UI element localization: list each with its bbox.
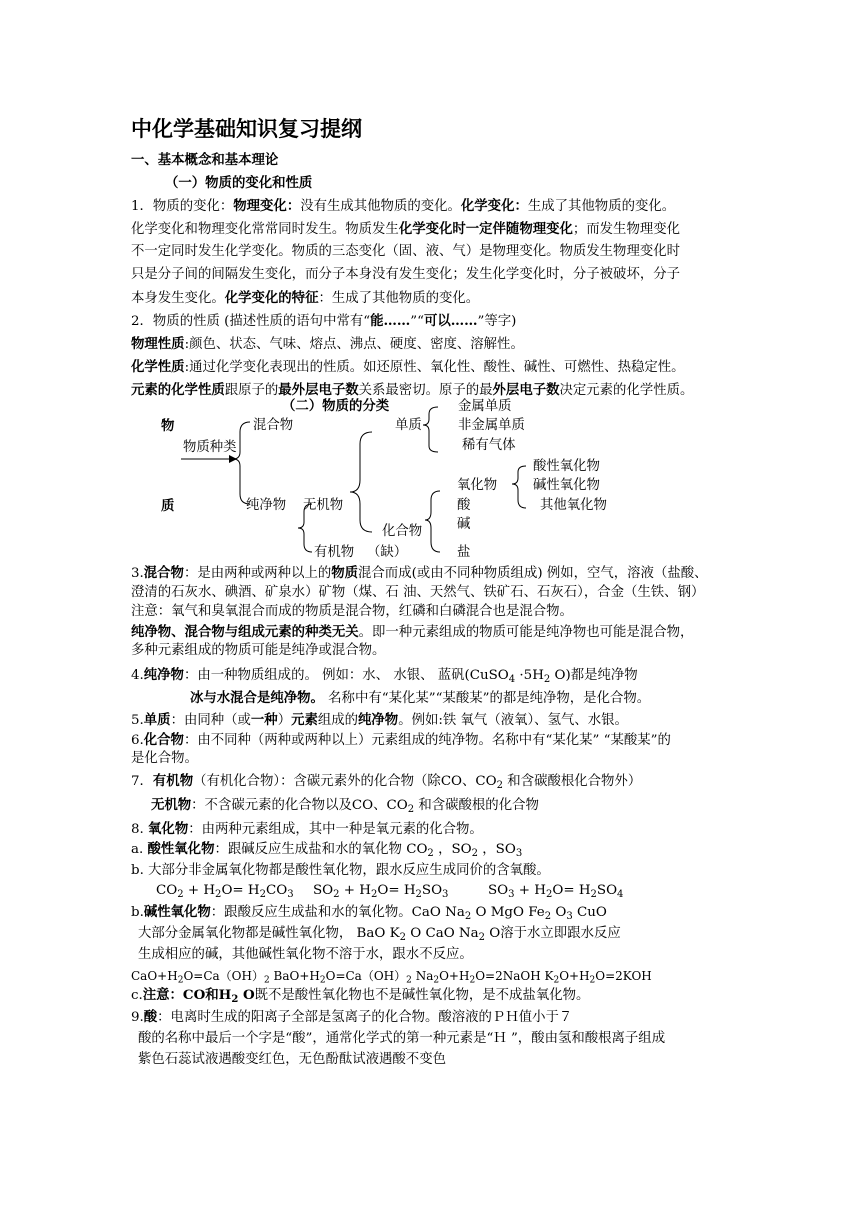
paragraph-line: 冰与水混合是纯净物。 名称中有“某化某”“某酸某”的都是纯净物，是化合物。 <box>190 690 651 706</box>
paragraph-line: 纯净物、混合物与组成元素的种类无关。即一种元素组成的物质可能是纯净物也可能是混合物， <box>131 624 694 640</box>
equation: $CO_2 + H_2O= H_2CO_3$ <box>156 883 294 900</box>
section-heading: 一、基本概念和基本理论 <box>131 152 279 168</box>
equation: $SO_3 + H_2O= H_2SO_4$ <box>488 883 624 900</box>
paragraph-line: a. 酸性氧化物：跟碱反应生成盐和水的氧化物 $CO_2$ ，$SO_2$ ，$SO_3$ <box>131 841 523 859</box>
diagram-label: 稀有气体 <box>462 438 516 453</box>
paragraph-line: 5.单质：由同种（或一种）元素组成的纯净物。例如:铁 氧气（液氧）、氢气、水银。 <box>131 712 628 728</box>
paragraph-line: 化学变化和物理变化常常同时发生。物质发生化学变化时一定伴随物理变化；而发生物理变化 <box>131 221 681 237</box>
diagram-label: 盐 <box>457 545 471 560</box>
brace <box>350 432 372 532</box>
document-title: 中化学基础知识复习提纲 <box>131 116 362 141</box>
paragraph-line: 化学性质:通过化学变化表现出的性质。如还原性、氧化性、酸性、碱性、可燃性、热稳定性。 <box>131 359 685 375</box>
paragraph-line: 元素的化学性质跟原子的最外层电子数关系最密切。原子的最外层电子数决定元素的化学性质。 <box>131 382 694 398</box>
paragraph-line: 9.酸：电离时生成的阳离子全部是氢离子的化合物。酸溶液的ＰＨ值小于７ <box>131 1009 573 1025</box>
paragraph-line: 无机物：不含碳元素的化合物以及CO、$CO_2$ 和含碳酸根的化合物 <box>151 797 539 815</box>
diagram-label: （缺） <box>367 545 408 560</box>
diagram-label: 非金属单质 <box>458 418 525 433</box>
brace <box>233 422 250 504</box>
paragraph-line: 是化合物。 <box>131 751 198 766</box>
diagram-label: 无机物 <box>303 498 344 513</box>
paragraph-line: 3.混合物：是由两种或两种以上的物质混合而成(或由不同种物质组成) 例如，空气，溶液（盐酸、 <box>131 565 708 581</box>
paragraph-line: 多种元素组成的物质可能是纯净或混合物。 <box>131 643 386 658</box>
paragraph-line: 物理性质:颜色、状态、气味、熔点、沸点、硬度、密度、溶解性。 <box>131 336 524 352</box>
diagram-label: 碱性氧化物 <box>533 478 600 493</box>
paragraph-line: 酸的名称中最后一个字是“酸”，通常化学式的第一种元素是“Ｈ ”，酸由氢和酸根离子组成 <box>138 1031 666 1046</box>
paragraph-line: 紫色石蕊试液遇酸变红色，无色酚酞试液遇酸不变色 <box>138 1052 446 1067</box>
diagram-label: 物 <box>161 418 175 434</box>
paragraph-line: b. 大部分非金属氧化物都是酸性氧化物，跟水反应生成同价的含氧酸。 <box>131 863 550 878</box>
diagram-label: 混合物 <box>253 418 294 433</box>
paragraph-line: 只是分子间的间隔发生变化，而分子本身没有发生变化；发生化学变化时，分子被破坏，分子 <box>131 267 681 282</box>
paragraph-line: c.注意：CO和$H_2$ O既不是酸性氧化物也不是碱性氧化物，是不成盐氧化物。 <box>131 987 590 1005</box>
paragraph-line: 本身发生变化。化学变化的特征：生成了其他物质的变化。 <box>131 290 480 306</box>
brace <box>425 491 440 552</box>
paragraph-line: 2．物质的性质 (描述性质的语句中常有“能……”“可以……”等字) <box>131 313 517 329</box>
diagram-label: 酸 <box>457 498 471 513</box>
diagram-label: 纯净物 <box>246 498 287 513</box>
paragraph-line: 4.纯净物：由一种物质组成的。 例如：水、 水银、 蓝矾(CuSO$_4$ $\cdot 5H_2$ O)都是纯净物 <box>131 667 638 685</box>
paragraph-line: 6.化合物：由不同种（两种或两种以上）元素组成的纯净物。名称中有“某化某” “某酸某”的 <box>131 732 671 748</box>
paragraph-line: 不一定同时发生化学变化。物质的三态变化（固、液、气）是物理变化。物质发生物理变化时 <box>131 244 681 259</box>
equation-line: $CaO+H_2O=Ca(OH)_2$ $BaO+H_2O=Ca(OH)_2$ $Na_2O+H_2O=2NaOH$ $K_2O+H_2O=2KOH$ <box>131 969 652 986</box>
diagram-label: 酸性氧化物 <box>533 459 600 474</box>
equation: $SO_2 + H_2O= H_2SO_3$ <box>313 883 449 900</box>
brace <box>512 466 526 508</box>
diagram-label: 物质种类 <box>183 440 237 455</box>
diagram-heading: （二）物质的分类 <box>282 398 390 414</box>
paragraph-line: 澄清的石灰水、碘酒、矿泉水）矿物（煤、石 油、天然气、铁矿石、石灰石），合金（生铁、钢） <box>131 585 705 600</box>
paragraph-line: 大部分金属氧化物都是碱性氧化物， BaO $K_2$ O CaO $Na_2$ O溶于水立即跟水反应 <box>138 926 621 943</box>
diagram-label: 碱 <box>457 517 471 532</box>
paragraph-line: 注意：氧气和臭氧混合而成的物质是混合物，红磷和白磷混合也是混合物。 <box>131 604 573 619</box>
paragraph-line: 生成相应的碱，其他碱性氧化物不溶于水，跟水不反应。 <box>138 947 473 962</box>
diagram-label: 化合物 <box>382 524 423 539</box>
subsection-heading: （一）物质的变化和性质 <box>165 175 313 191</box>
diagram-label: 质 <box>161 498 175 514</box>
brace <box>423 407 438 452</box>
paragraph-line: 7．有机物（有机化合物）：含碳元素外的化合物（除CO、$CO_2$ 和含碳酸根化合物外） <box>131 773 642 791</box>
paragraph-line: 1．物质的变化：物理变化：没有生成其他物质的变化。化学变化：生成了其他物质的变化。 <box>131 198 676 214</box>
diagram-label: 金属单质 <box>458 399 512 414</box>
diagram-label: 有机物 <box>314 545 355 560</box>
paragraph-line: b.碱性氧化物：跟酸反应生成盐和水的氧化物。CaO $Na_2$ O MgO $Fe_2$ $O_3$ CuO <box>131 904 607 922</box>
diagram-label: 氧化物 <box>457 478 498 493</box>
diagram-label: 其他氧化物 <box>540 498 607 513</box>
diagram-label: 单质 <box>395 418 422 433</box>
paragraph-line: 8. 氧化物：由两种元素组成，其中一种是氧元素的化合物。 <box>131 821 483 837</box>
